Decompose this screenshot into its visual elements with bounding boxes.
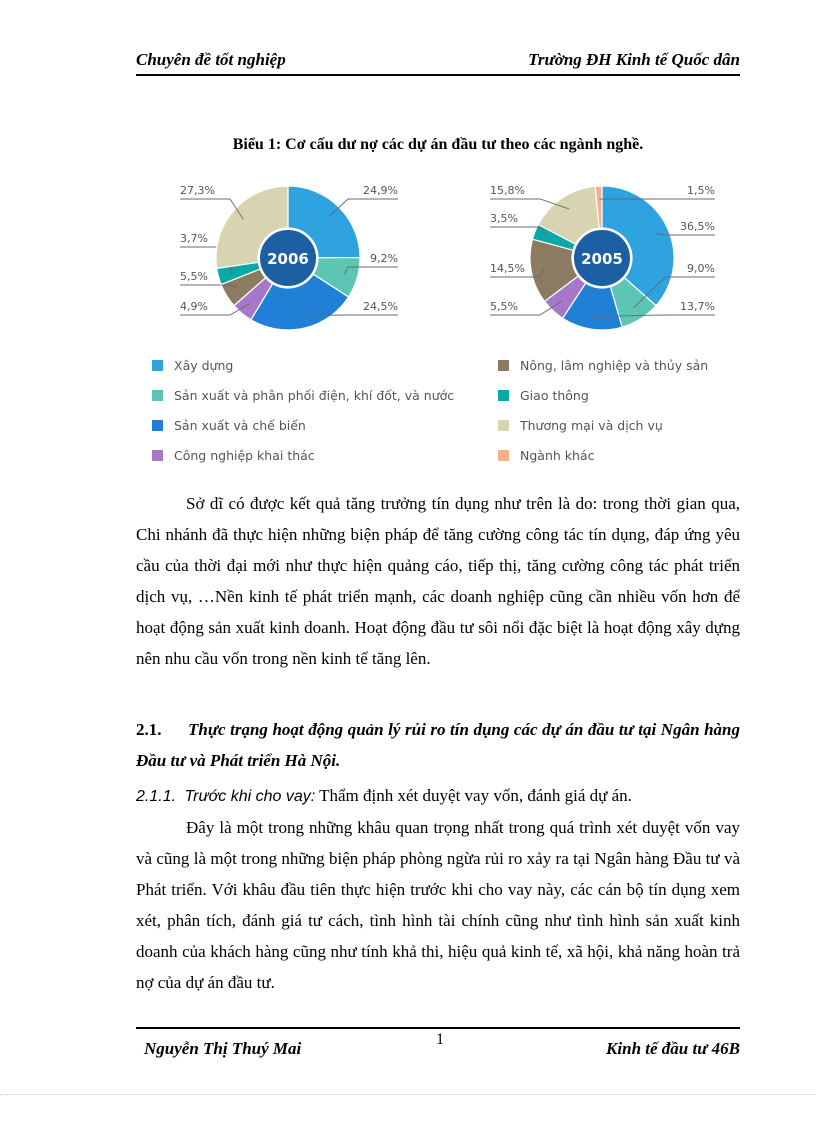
legend-label-nong-lam-nghiep-va-thuy-san: Nông, lâm nghiệp và thủy sản [520,358,709,373]
data-label-2006-cong-nghiep-khai-thac: 4,9% [180,300,208,313]
legend-swatch-thuong-mai-va-dich-vu [498,420,509,431]
pie-chart-2005 [490,184,715,330]
pie-chart-2006 [180,184,398,330]
header-left-title: Chuyên đề tốt nghiệp [136,50,286,69]
data-label-2005-nong-lam-nghiep-va-thuy-san: 14,5% [490,262,525,275]
data-label-2006-xay-dung: 24,9% [363,184,398,197]
legend-label-cong-nghiep-khai-thac: Công nghiệp khai thác [174,448,315,463]
data-label-2006-giao-thong: 3,7% [180,232,208,245]
pie-year-label-2006: 2006 [267,250,309,268]
page-number: 1 [436,1031,444,1048]
legend-swatch-cong-nghiep-khai-thac [152,450,163,461]
data-label-2005-san-xuat-va-che-bien: 13,7% [680,300,715,313]
pie-charts-figure [140,176,740,476]
legend-item-xay-dung [152,358,233,373]
paragraph-credit-growth [136,488,740,674]
data-label-2005-thuong-mai-va-dich-vu: 15,8% [490,184,525,197]
subsection-heading [136,780,740,812]
data-label-2005-nganh-khac: 1,5% [687,184,715,197]
header-right-title: Trường ĐH Kinh tế Quốc dân [528,50,740,69]
legend-item-san-xuat-va-phan-phoi-dien-khi-dot-va-nuoc [152,388,454,403]
pie-year-label-2005: 2005 [581,250,623,268]
data-label-2006-san-xuat-va-phan-phoi-dien-khi-dot-va-nuoc: 9,2% [370,252,398,265]
page-bottom-divider [0,1094,816,1095]
subsection-number: 2.1.1. [136,788,177,805]
data-label-2006-san-xuat-va-che-bien: 24,5% [363,300,398,313]
legend-swatch-san-xuat-va-phan-phoi-dien-khi-dot-va-nuoc [152,390,163,401]
footer-class: Kinh tế đầu tư 46B [606,1039,740,1058]
legend-item-nong-lam-nghiep-va-thuy-san [498,358,708,373]
figure-title: Biểu 1: Cơ cấu dư nợ các dự án đầu tư theo các ngành nghề. [232,136,644,153]
legend-swatch-nong-lam-nghiep-va-thuy-san [498,360,509,371]
data-label-2006-nong-lam-nghiep-va-thuy-san: 5,5% [180,270,208,283]
data-label-2005-san-xuat-va-phan-phoi-dien-khi-dot-va-nuoc: 9,0% [687,262,715,275]
page-header [136,50,740,76]
paragraph-appraisal [136,812,740,998]
legend-item-giao-thong [498,388,589,403]
paragraph-credit-growth-text: Sở dĩ có được kết quả tăng trưởng tín dụng như trên là do: trong thời gian qua, Chi nhánh đã thực hiện những biện pháp để tăng cường công tác tín dụng, đáp ứng yêu cầu của thời đại mới như thực hiện quảng cáo, tiếp thị, tăng cường công tác phát triển dịch vụ, …Nền kinh tế phát triển mạnh, các doanh nghiệp cũng cần nhiều vốn hơn để hoạt động sản xuất kinh doanh. Hoạt động đầu tư sôi nổi đặc biệt là hoạt động xây dựng nên nhu cầu vốn trong nền kinh tế tăng lên. [136,494,740,668]
chart-legend [152,358,708,463]
legend-label-giao-thong: Giao thông [520,388,589,403]
legend-label-xay-dung: Xây dựng [174,358,234,373]
legend-item-nganh-khac [498,448,595,463]
legend-swatch-giao-thong [498,390,509,401]
data-label-2005-xay-dung: 36,5% [680,220,715,233]
legend-label-san-xuat-va-phan-phoi-dien-khi-dot-va-nuoc: Sản xuất và phân phối điện, khí đốt, và nước [174,388,455,403]
legend-item-cong-nghiep-khai-thac [152,448,315,463]
legend-swatch-nganh-khac [498,450,509,461]
page-footer [136,1027,740,1059]
legend-label-san-xuat-va-che-bien: Sản xuất và chế biến [174,418,306,433]
legend-item-san-xuat-va-che-bien [152,418,306,433]
legend-item-thuong-mai-va-dich-vu [498,418,663,433]
data-label-2006-thuong-mai-va-dich-vu: 27,3% [180,184,215,197]
data-label-2005-cong-nghiep-khai-thac: 5,5% [490,300,518,313]
section-heading [136,714,740,776]
subsection-label: Trước khi cho vay: [184,788,316,805]
footer-author: Nguyễn Thị Thuý Mai [144,1039,302,1058]
section-heading-number: 2.1. [136,720,162,739]
legend-swatch-xay-dung [152,360,163,371]
legend-label-nganh-khac: Ngành khác [520,448,595,463]
subsection-text: Thẩm định xét duyệt vay vốn, đánh giá dự án. [315,786,632,805]
legend-swatch-san-xuat-va-che-bien [152,420,163,431]
data-label-2005-giao-thong: 3,5% [490,212,518,225]
section-heading-text: Thực trạng hoạt động quản lý rủi ro tín dụng các dự án đầu tư tại Ngân hàng Đầu tư và Phát triển Hà Nội. [136,720,740,770]
paragraph-appraisal-text: Đây là một trong những khâu quan trọng nhất trong quá trình xét duyệt vốn vay và cũng là một trong những biện pháp phòng ngừa rủi ro xảy ra tại Ngân hàng Đầu tư và Phát triển. Với khâu đầu tiên thực hiện trước khi cho vay này, các cán bộ tín dụng xem xét, phân tích, đánh giá tư cách, tình hình tài chính cũng như tình hình sản xuất kinh doanh của khách hàng cũng như tính khả thi, hiệu quả kinh tế, xã hội, khả năng hoàn trả nợ của dự án đầu tư. [136,818,740,992]
legend-label-thuong-mai-va-dich-vu: Thương mại và dịch vụ [520,418,663,433]
